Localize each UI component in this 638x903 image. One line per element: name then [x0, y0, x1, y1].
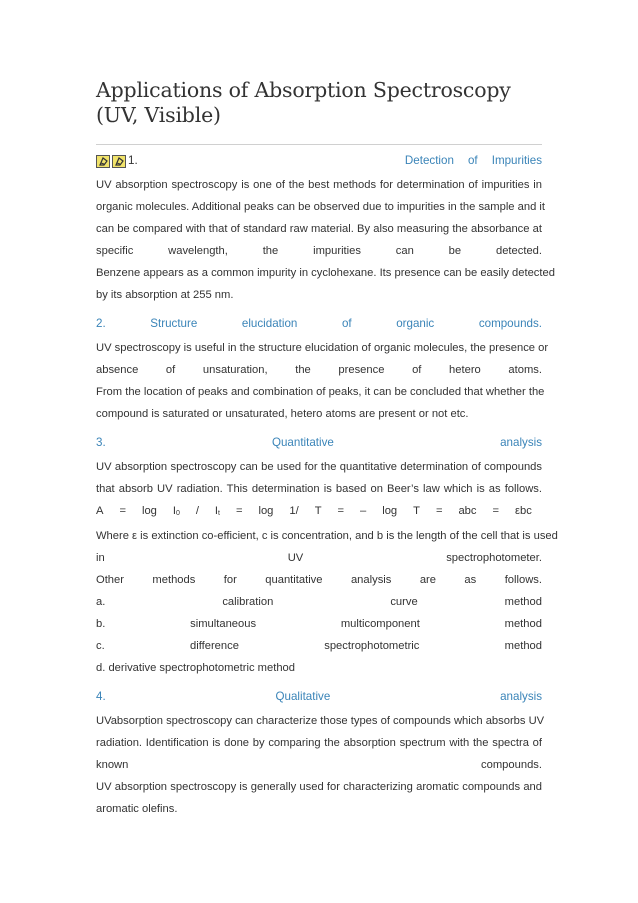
text-line-spread: known compounds. [96, 759, 542, 771]
formula-token: = [435, 505, 443, 517]
text-line-spread: Other methods for quantitative analysis are as follows. [96, 574, 542, 586]
text-line: aromatic olefins. [96, 803, 178, 815]
icon-group [96, 155, 126, 168]
text-line: absence of unsaturation, the presence of hetero atoms. [96, 364, 542, 376]
formula-token: = [492, 505, 500, 517]
text-line: Where ε is extinction co-efficient, c is concentration, and b is the length of the cell that is used [96, 530, 558, 542]
text-line: organic molecules. Additional peaks can be observed due to impurities in the sample and it [96, 201, 546, 213]
section-1-heading [128, 151, 542, 171]
heading-word: compounds. [478, 317, 542, 330]
formula-token: log [141, 505, 157, 517]
formula-token: / [195, 505, 199, 517]
page-title: Applications of Absorption Spectroscopy (UV, Visible) [96, 78, 511, 127]
list-item: a. calibration curve method [96, 596, 542, 608]
list-item: d. derivative spectrophotometric method [96, 662, 295, 674]
list-item: c. difference spectrophotometric method [96, 640, 542, 652]
heading-word: 3. [96, 436, 106, 449]
section-1-body [96, 174, 555, 306]
heading-word: Impurities [491, 154, 542, 167]
beers-law-formula [96, 500, 542, 525]
text-line-spread: in UV spectrophotometer. [96, 552, 542, 564]
list-item: b. simultaneous multicomponent method [96, 618, 542, 630]
text-line: From the location of peaks and combination of peaks, it can be concluded that whether the [96, 386, 545, 398]
heading-word: 4. [96, 690, 106, 703]
text-line: UV spectroscopy is useful in the structure elucidation of organic molecules, the presence or [96, 342, 549, 354]
document-icon [112, 155, 126, 168]
heading-word: Structure [150, 317, 198, 330]
heading-word: Detection [404, 154, 454, 167]
heading-word: of [467, 154, 478, 167]
text-line: by its absorption at 255 nm. [96, 289, 234, 301]
heading-word: Qualitative [275, 690, 331, 703]
heading-word: organic [396, 317, 435, 330]
text-line: UV absorption spectroscopy can be used for the quantitative determination of compounds [96, 461, 542, 473]
text-line: specific wavelength, the impurities can be detected. [96, 245, 542, 257]
section-2-body [96, 337, 549, 425]
title-divider [96, 144, 542, 145]
text-line: compound is saturated or unsaturated, hetero atoms are present or not etc. [96, 408, 469, 420]
section-4-heading [96, 687, 542, 707]
text-line: radiation. Identification is done by comparing the absorption spectrum with the spectra of [96, 737, 542, 749]
heading-word: elucidation [241, 317, 298, 330]
heading-word: Quantitative [271, 436, 334, 449]
text-line: UV absorption spectroscopy is generally used for characterizing aromatic compounds and [96, 781, 542, 793]
section-1-heading-row [96, 151, 542, 171]
document-icon [96, 155, 110, 168]
heading-word: analysis [500, 436, 542, 449]
formula-token: $I_0$ [172, 505, 180, 517]
formula-token: T [413, 505, 420, 517]
formula-token: – [360, 505, 367, 517]
formula-token: = [119, 505, 126, 517]
formula-token: log [382, 505, 398, 517]
document-page [96, 0, 558, 820]
text-line: UV absorption spectroscopy is one of the best methods for determination of impurities in [96, 179, 542, 191]
text-line: Benzene appears as a common impurity in cyclohexane. Its presence can be easily detected [96, 267, 555, 279]
section-3-body [96, 456, 558, 679]
formula-token: $I_t$ [214, 505, 220, 517]
text-line: that absorb UV radiation. This determination is based on Beer’s law which is as follows. [96, 483, 542, 495]
heading-word: 2. [96, 317, 106, 330]
section-1-number: 1. [128, 154, 138, 167]
formula-token: T [314, 505, 322, 517]
heading-word: of [341, 317, 352, 330]
heading-word: analysis [500, 690, 542, 703]
formula-token: 1/ [289, 505, 299, 517]
formula-token: = [235, 505, 243, 517]
section-3-heading [96, 433, 542, 453]
formula-token: abc [458, 505, 477, 517]
text-line: UVabsorption spectroscopy can characterize those types of compounds which absorbs UV [96, 715, 545, 727]
formula-token: εbc [514, 505, 532, 517]
formula-token: = [337, 505, 345, 517]
section-2-heading [96, 314, 542, 334]
formula-token: log [258, 505, 274, 517]
formula-token: A [96, 505, 104, 517]
section-4-body [96, 710, 545, 820]
text-line: can be compared with that of standard raw material. By also measuring the absorbance at [96, 223, 542, 235]
